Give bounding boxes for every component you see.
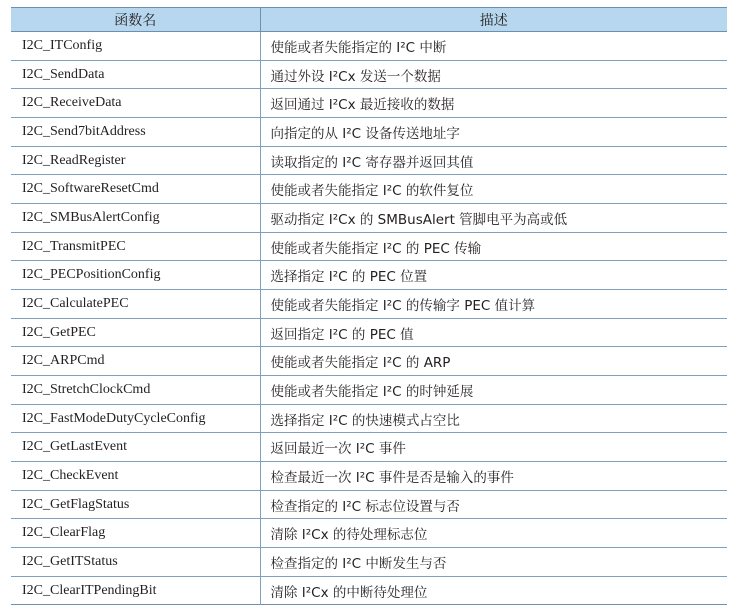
- function-name-cell: I2C_ClearITPendingBit: [22, 582, 157, 598]
- function-name-cell: I2C_StretchClockCmd: [11, 376, 260, 405]
- table-row: [11, 318, 727, 347]
- description-cell: 使能或者失能指定 I²C 的 ARP: [260, 347, 727, 376]
- function-name-cell: I2C_SoftwareResetCmd: [11, 175, 260, 204]
- description-cell: 返回指定 I²C 的 PEC 值: [260, 318, 727, 347]
- function-name-cell: I2C_FastModeDutyCycleConfig: [11, 404, 260, 433]
- function-name-cell: I2C_GetLastEvent: [11, 433, 260, 462]
- description-cell: 检查最近一次 I²C 事件是否是输入的事件: [260, 462, 727, 491]
- table-row: [11, 404, 727, 433]
- header-row: [11, 8, 727, 32]
- function-name-cell: I2C_GetITStatus: [11, 548, 260, 577]
- description-cell: 检查指定的 I²C 标志位设置与否: [260, 490, 727, 519]
- description-cell: 返回通过 I²Cx 最近接收的数据: [260, 89, 727, 118]
- table-row: [11, 433, 727, 462]
- table-row: [11, 490, 727, 519]
- table-row: [11, 548, 727, 577]
- table-row: [11, 462, 727, 491]
- table-row: [11, 290, 727, 319]
- table-row: [11, 347, 727, 376]
- description-cell: 向指定的从 I²C 设备传送地址字: [260, 118, 727, 147]
- function-name-cell: I2C_GetFlagStatus: [11, 490, 260, 519]
- table-row: [11, 261, 727, 290]
- table-row: [11, 175, 727, 204]
- function-name-cell: I2C_CalculatePEC: [11, 290, 260, 319]
- table-header: [11, 8, 727, 32]
- description-cell: 使能或者失能指定 I²C 的传输字 PEC 值计算: [260, 290, 727, 319]
- header-description: 描述: [260, 8, 727, 32]
- function-name-cell: I2C_ReceiveData: [11, 89, 260, 118]
- description-cell: 通过外设 I²Cx 发送一个数据: [260, 60, 727, 89]
- table-row: [11, 60, 727, 89]
- description-cell: 使能或者失能指定 I²C 的时钟延展: [260, 376, 727, 405]
- table-row: [11, 519, 727, 548]
- description-cell: 使能或者失能指定 I²C 的软件复位: [260, 175, 727, 204]
- description-cell: 选择指定 I²C 的 PEC 位置: [260, 261, 727, 290]
- description-cell: 检查指定的 I²C 中断发生与否: [260, 548, 727, 577]
- function-name-cell: I2C_SendData: [11, 60, 260, 89]
- table-row: [11, 576, 727, 605]
- function-name-cell: I2C_CheckEvent: [11, 462, 260, 491]
- function-name-cell: I2C_Send7bitAddress: [11, 118, 260, 147]
- function-name-cell: I2C_TransmitPEC: [11, 232, 260, 261]
- function-name-cell: I2C_ARPCmd: [11, 347, 260, 376]
- description-cell: 选择指定 I²C 的快速模式占空比: [260, 404, 727, 433]
- table-row: [11, 146, 727, 175]
- function-name-cell: I2C_ReadRegister: [11, 146, 260, 175]
- table-body: [11, 32, 727, 605]
- description-cell: 清除 I²Cx 的待处理标志位: [260, 519, 727, 548]
- description-cell: 使能或者失能指定的 I²C 中断: [260, 32, 727, 61]
- function-table: [11, 7, 727, 605]
- table-row: [11, 376, 727, 405]
- description-cell: 返回最近一次 I²C 事件: [260, 433, 727, 462]
- table-row: [11, 232, 727, 261]
- table-row: [11, 32, 727, 61]
- description-cell: 读取指定的 I²C 寄存器并返回其值: [260, 146, 727, 175]
- table-row: [11, 204, 727, 233]
- table-row: [11, 89, 727, 118]
- description-cell: 驱动指定 I²Cx 的 SMBusAlert 管脚电平为高或低: [260, 204, 727, 233]
- function-name-cell: I2C_PECPositionConfig: [11, 261, 260, 290]
- header-function-name: 函数名: [11, 8, 260, 32]
- table-row: [11, 118, 727, 147]
- function-name-cell: I2C_ITConfig: [11, 32, 260, 61]
- description-cell: 清除 I²Cx 的中断待处理位: [260, 576, 727, 605]
- function-name-cell: I2C_ClearFlag: [11, 519, 260, 548]
- function-name-cell: I2C_SMBusAlertConfig: [11, 204, 260, 233]
- function-name-cell: I2C_GetPEC: [11, 318, 260, 347]
- description-cell: 使能或者失能指定 I²C 的 PEC 传输: [260, 232, 727, 261]
